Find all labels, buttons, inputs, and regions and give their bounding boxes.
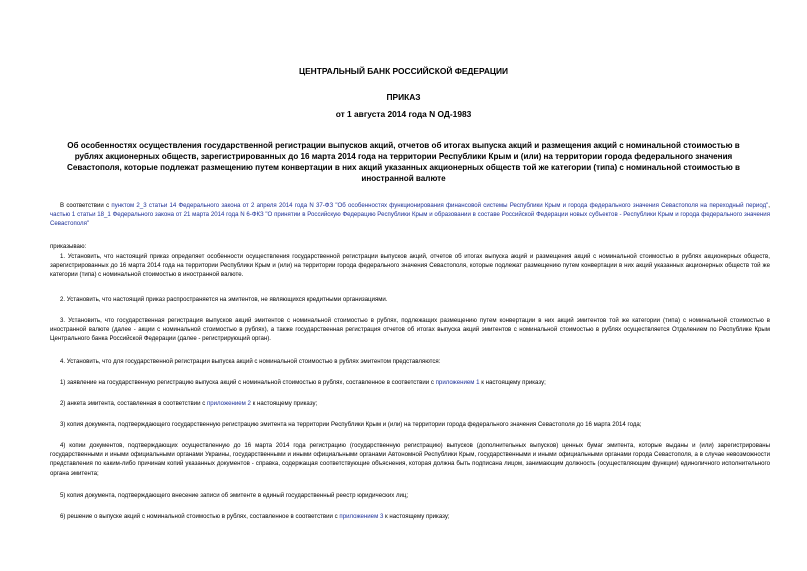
document-type: ПРИКАЗ bbox=[386, 92, 421, 102]
paragraph-3: 3. Установить, что государственная регистрация выпусков акций эмитентов с номинальной стоимостью в рублях, подлежащих размещению путем конвертации в них акций эмитентов той же категории (типа) с номинальной стоимостью в иностранной валюте (далее - акции с номинальной стоимостью в рублях), а также государственная регистрация отчетов об итогах выпуска акций эмитентов с номинальной стоимостью в рублях осуществляется Отделением по Республике Крым Центрального банка Российской Федерации (далее - регистрирующий орган). bbox=[50, 317, 770, 343]
document-title: Об особенностях осуществления государственной регистрации выпусков акций, отчетов об итогах выпуска акций и размещения акций с номинальной стоимостью в рублях акционерных обществ, зарегистрированных до 16 марта 2014 года на территории Республики Крым и (или) на территории города федерального значения Севастополя, которые подлежат размещению путем конвертации в них акций указанных акционерных обществ той же категории (типа) с номинальной стоимостью в иностранной валюте bbox=[67, 141, 740, 183]
appendix-1-link[interactable]: приложением 1 bbox=[435, 379, 480, 386]
paragraph-1: 1. Установить, что настоящий приказ определяет особенности осуществления государственной регистрации выпусков акций, отчетов об итогах выпуска акций и размещения акций с номинальной стоимостью в рублях акционерных обществ, зарегистрированных до 16 марта 2014 года на территории Республики Крым и (или) на территории города федерального значения Севастополя, которые подлежат размещению путем конвертации в них акций указанных акционерных обществ той же категории (типа) с номинальной стоимостью в иностранной валюте. bbox=[50, 253, 770, 279]
preamble-separator: , bbox=[768, 202, 770, 209]
appendix-3-link[interactable]: приложением 3 bbox=[339, 513, 384, 520]
subitem-1: 1) заявление на государственную регистрацию выпуска акций с номинальной стоимостью в рублях, составленное в соответствии с приложением 1 к настоящему приказу; bbox=[60, 379, 546, 386]
appendix-2-link[interactable]: приложением 2 bbox=[206, 400, 251, 407]
order-word: приказываю: bbox=[50, 243, 87, 250]
preamble bbox=[50, 201, 770, 229]
document-date-number: от 1 августа 2014 года N ОД-1983 bbox=[335, 109, 472, 119]
subitem-3: 3) копия документа, подтверждающего государственную регистрацию эмитента на территории Республики Крым и (или) на территории города федерального значения Севастополя до 16 марта 2014 года; bbox=[60, 421, 642, 428]
paragraph-4: 4. Установить, что для государственной регистрации выпуска акций с номинальной стоимостью в рублях эмитентом представляются: bbox=[60, 358, 441, 365]
issuer-heading: ЦЕНТРАЛЬНЫЙ БАНК РОССИЙСКОЙ ФЕДЕРАЦИИ bbox=[298, 66, 509, 76]
subitem-5: 5) копия документа, подтверждающего внесение записи об эмитенте в единый государственный реестр юридических лиц; bbox=[60, 492, 409, 499]
subitem-4: 4) копии документов, подтверждающих осуществленную до 16 марта 2014 года регистрацию (государственную регистрацию) выпусков (дополнительных выпусков) ценных бумаг эмитента, которые выданы и (или) зарегистрированы государственными и иными официальными органами Украины, государственными и иными официальными органами Автономной Республики Крым, государственными и иными официальными органами города Севастополя, а в случае невозможности представления по каким-либо причинам копий указанных документов - справка, содержащая соответствующие объяснения, которая должна быть подписана лицом, занимающим должность (осуществляющим функции) единоличного исполнительного органа эмитента; bbox=[50, 442, 770, 477]
preamble-text: В соответствии с bbox=[60, 202, 112, 209]
law-37-fz-link[interactable]: пунктом 2_3 статьи 14 Федерального закона от 2 апреля 2014 года N 37-ФЗ "Об особенностях функционирования финансовой системы Республики Крым и города федерального значения Севастополя на переходный период" bbox=[111, 202, 769, 209]
law-6-fkz-link[interactable]: частью 1 статьи 18_1 Федерального закона от 21 марта 2014 года N 6-ФКЗ "О принятии в Российскую Федерацию Республики Крым и образовании в составе Российской Федерации новых субъектов - Республики Крым и города федерального значения Севастополя" bbox=[50, 211, 770, 228]
subitem-2: 2) анкета эмитента, составленная в соответствии с приложением 2 к настоящему приказу; bbox=[60, 400, 318, 407]
subitem-6: 6) решение о выпуске акций с номинальной стоимостью в рублях, составленное в соответствии с приложением 3 к настоящему приказу; bbox=[60, 513, 450, 520]
paragraph-2: 2. Установить, что настоящий приказ распространяется на эмитентов, не являющихся кредитными организациями. bbox=[60, 296, 388, 303]
